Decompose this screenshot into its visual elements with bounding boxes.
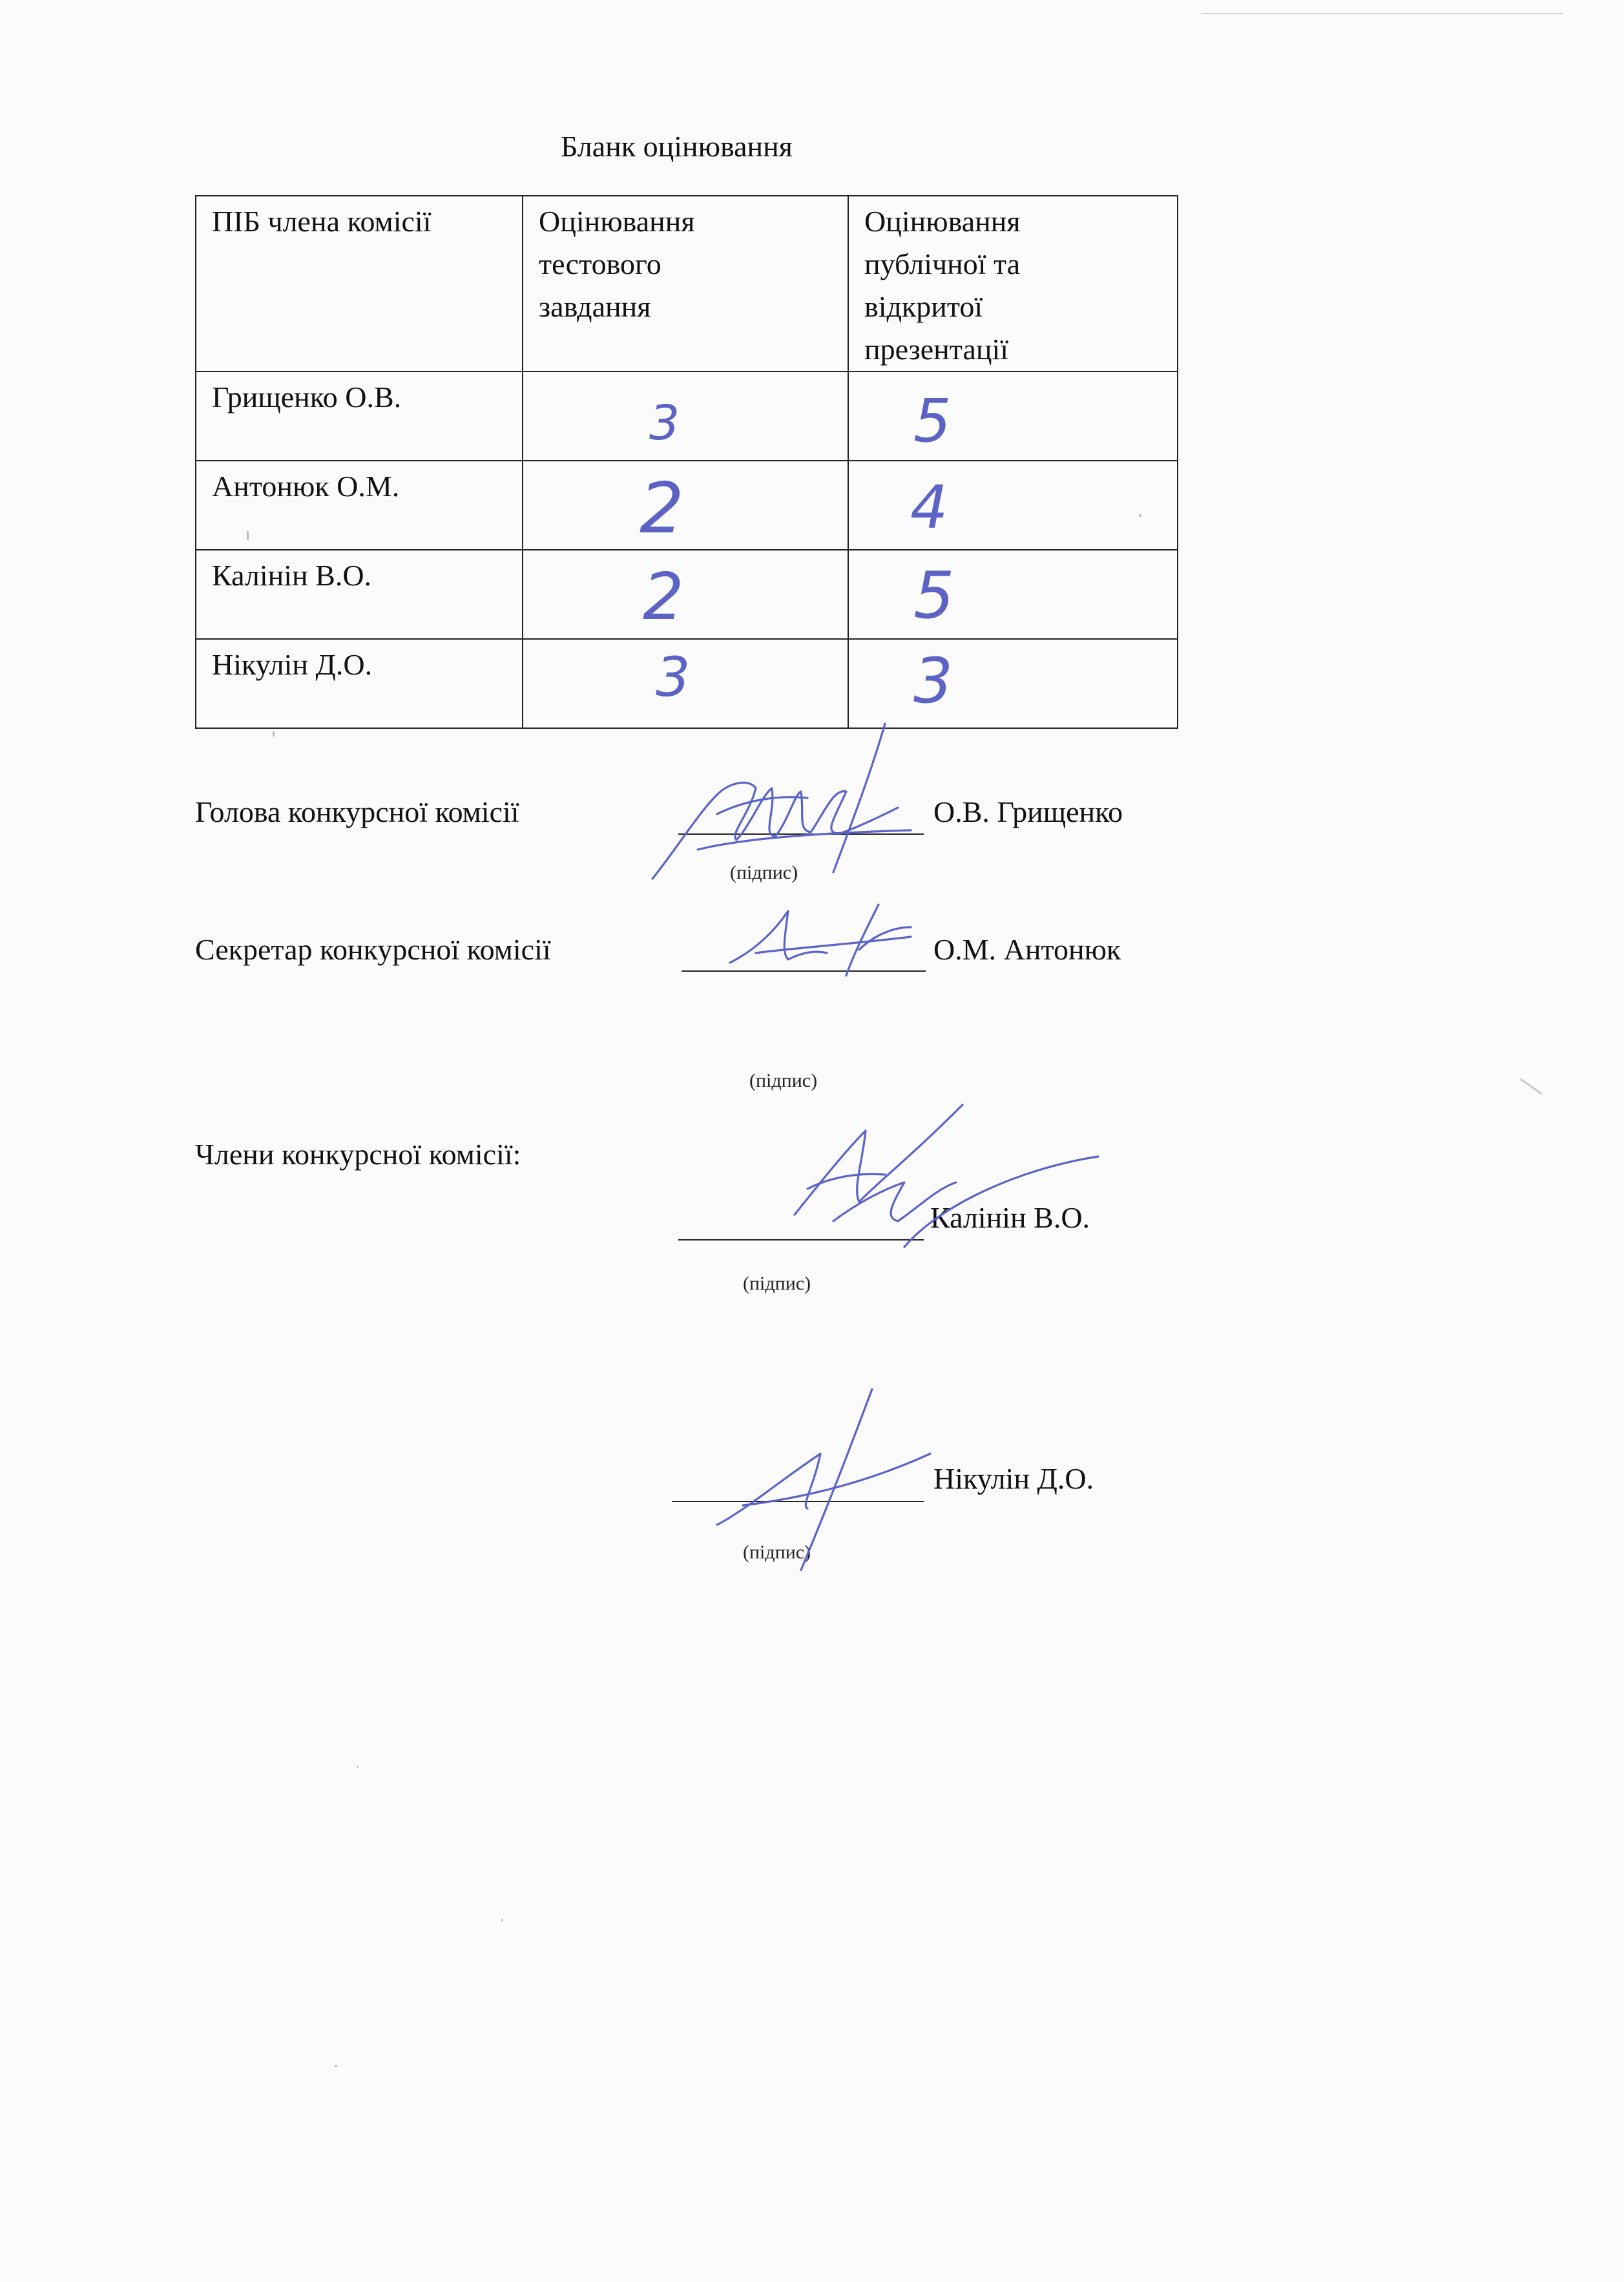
scan-speck (501, 1919, 503, 1921)
table-header-row (196, 196, 1178, 372)
scan-speck (247, 531, 249, 540)
test-score: 2 (523, 461, 848, 550)
member1-name: Калінін В.О. (930, 1201, 1090, 1234)
member-name: Грищенко О.В. (196, 372, 523, 461)
secretary-signature (717, 892, 963, 982)
signature-caption: (підпис) (730, 862, 798, 883)
member2-signature (704, 1383, 937, 1576)
presentation-score: 4 (848, 461, 1178, 550)
presentation-score: 5 (848, 372, 1178, 461)
member-name: Нікулін Д.О. (196, 639, 523, 728)
secretary-label: Секретар конкурсної комісії (195, 933, 551, 966)
presentation-score: 5 (848, 550, 1178, 639)
presentation-score: 3 (848, 639, 1178, 728)
grading-table (195, 195, 1178, 729)
scan-speck (335, 2065, 337, 2067)
test-score: 3 (523, 372, 848, 461)
secretary-name: О.М. Антонюк (933, 933, 1121, 966)
member2-name: Нікулін Д.О. (933, 1462, 1094, 1495)
scan-edge-line (1202, 13, 1563, 14)
table-row (196, 372, 1178, 461)
table-row (196, 639, 1178, 728)
head-name: О.В. Грищенко (933, 795, 1123, 828)
scan-speck (273, 731, 275, 737)
signature-caption: (підпис) (749, 1070, 818, 1091)
header-member-name: ПІБ члена комісії (196, 196, 523, 372)
test-score: 2 (523, 550, 848, 639)
member-name: Калінін В.О. (196, 550, 523, 639)
signature-caption: (підпис) (743, 1542, 811, 1563)
head-signature (640, 717, 937, 885)
member1-signature (743, 1092, 1105, 1253)
test-score: 3 (523, 639, 848, 728)
header-presentation: Оцінювання публічної та відкритої презентації (848, 196, 1178, 372)
head-label: Голова конкурсної комісії (195, 795, 519, 828)
form-title: Бланк оцінювання (561, 130, 793, 163)
member-name: Антонюк О.М. (196, 461, 523, 550)
scan-speck (1139, 514, 1141, 517)
header-test-task: Оцінювання тестового завдання (523, 196, 848, 372)
signature-caption: (підпис) (743, 1273, 811, 1294)
scan-speck (357, 1766, 359, 1768)
table-row (196, 550, 1178, 639)
table-row (196, 461, 1178, 550)
members-label: Члени конкурсної комісії: (195, 1138, 521, 1171)
scan-speck (1520, 1078, 1542, 1094)
